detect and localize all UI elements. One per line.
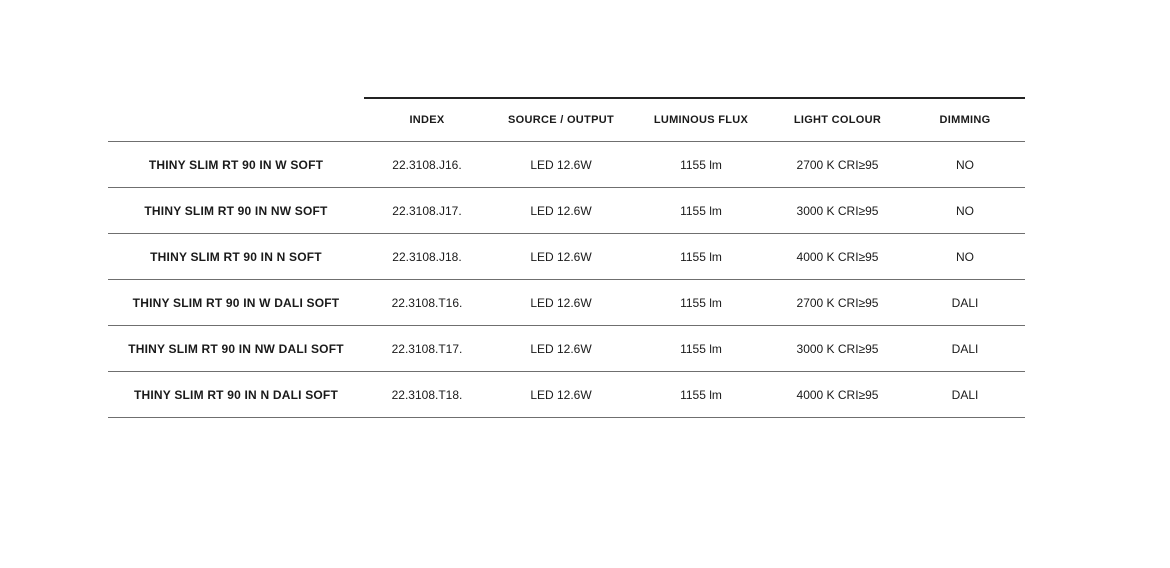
table-row xyxy=(108,234,1025,280)
header-product-name-spacer xyxy=(108,98,364,142)
cell-product-name: THINY SLIM RT 90 IN NW DALI SOFT xyxy=(108,326,364,372)
cell-product-name: THINY SLIM RT 90 IN NW SOFT xyxy=(108,188,364,234)
cell-source-output: LED 12.6W xyxy=(490,372,632,418)
cell-source-output: LED 12.6W xyxy=(490,234,632,280)
product-spec-table xyxy=(108,97,1025,418)
cell-index: 22.3108.J16. xyxy=(364,142,490,188)
table-body xyxy=(108,142,1025,418)
cell-light-colour: 2700 K CRI≥95 xyxy=(770,142,905,188)
cell-light-colour: 2700 K CRI≥95 xyxy=(770,280,905,326)
cell-dimming: NO xyxy=(905,142,1025,188)
header-index: INDEX xyxy=(364,98,490,142)
header-luminous-flux: LUMINOUS FLUX xyxy=(632,98,770,142)
table-row xyxy=(108,188,1025,234)
cell-luminous-flux: 1155 lm xyxy=(632,142,770,188)
cell-index: 22.3108.T18. xyxy=(364,372,490,418)
cell-light-colour: 3000 K CRI≥95 xyxy=(770,326,905,372)
header-dimming: DIMMING xyxy=(905,98,1025,142)
cell-product-name: THINY SLIM RT 90 IN N SOFT xyxy=(108,234,364,280)
table-row xyxy=(108,142,1025,188)
cell-source-output: LED 12.6W xyxy=(490,142,632,188)
cell-dimming: DALI xyxy=(905,280,1025,326)
cell-source-output: LED 12.6W xyxy=(490,280,632,326)
cell-light-colour: 4000 K CRI≥95 xyxy=(770,234,905,280)
cell-luminous-flux: 1155 lm xyxy=(632,280,770,326)
cell-dimming: DALI xyxy=(905,326,1025,372)
cell-index: 22.3108.J17. xyxy=(364,188,490,234)
table-row xyxy=(108,372,1025,418)
cell-dimming: DALI xyxy=(905,372,1025,418)
cell-index: 22.3108.T17. xyxy=(364,326,490,372)
cell-product-name: THINY SLIM RT 90 IN W SOFT xyxy=(108,142,364,188)
cell-luminous-flux: 1155 lm xyxy=(632,188,770,234)
cell-dimming: NO xyxy=(905,234,1025,280)
cell-index: 22.3108.T16. xyxy=(364,280,490,326)
cell-product-name: THINY SLIM RT 90 IN N DALI SOFT xyxy=(108,372,364,418)
cell-luminous-flux: 1155 lm xyxy=(632,372,770,418)
table-row xyxy=(108,326,1025,372)
cell-light-colour: 4000 K CRI≥95 xyxy=(770,372,905,418)
table-header xyxy=(108,98,1025,142)
cell-index: 22.3108.J18. xyxy=(364,234,490,280)
table-row xyxy=(108,280,1025,326)
cell-luminous-flux: 1155 lm xyxy=(632,326,770,372)
cell-light-colour: 3000 K CRI≥95 xyxy=(770,188,905,234)
header-source-output: SOURCE / OUTPUT xyxy=(490,98,632,142)
cell-dimming: NO xyxy=(905,188,1025,234)
cell-source-output: LED 12.6W xyxy=(490,188,632,234)
cell-luminous-flux: 1155 lm xyxy=(632,234,770,280)
header-row xyxy=(108,98,1025,142)
header-light-colour: LIGHT COLOUR xyxy=(770,98,905,142)
cell-source-output: LED 12.6W xyxy=(490,326,632,372)
cell-product-name: THINY SLIM RT 90 IN W DALI SOFT xyxy=(108,280,364,326)
